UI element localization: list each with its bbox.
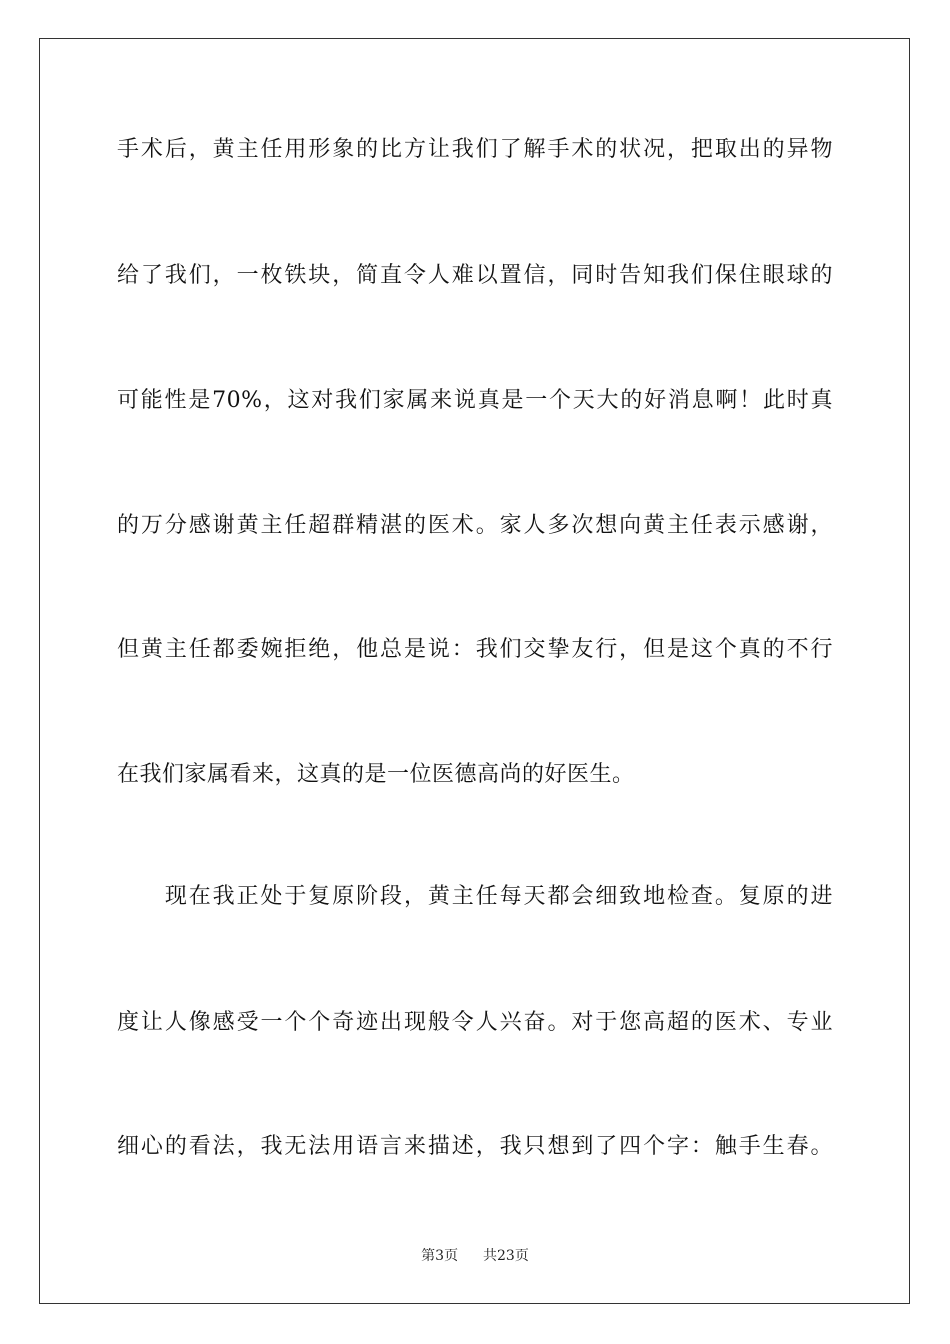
total-pages: 共23页 xyxy=(483,1248,529,1264)
body-text-line: 细心的看法，我无法用语言来描述，我只想到了四个字：触手生春。 xyxy=(117,1134,833,1159)
body-text-line: 度让人像感受一个个奇迹出现般令人兴奋。对于您高超的医术、专业 xyxy=(117,1010,833,1035)
body-text-line: 的万分感谢黄主任超群精湛的医术。家人多次想向黄主任表示感谢， xyxy=(117,513,833,538)
body-text-line: 可能性是70%，这对我们家属来说真是一个天大的好消息啊！此时真 xyxy=(117,388,833,413)
body-text-line: 手术后，黄主任用形象的比方让我们了解手术的状况，把取出的异物 xyxy=(117,137,833,162)
body-text-line: 在我们家属看来，这真的是一位医德高尚的好医生。 xyxy=(117,762,635,787)
body-text-line: 给了我们，一枚铁块，简直令人难以置信，同时告知我们保住眼球的 xyxy=(117,263,833,288)
page-border xyxy=(39,38,910,1304)
page-number: 第3页 xyxy=(421,1248,459,1264)
page-footer xyxy=(0,1246,950,1266)
body-text-line: 现在我正处于复原阶段，黄主任每天都会细致地检查。复原的进 xyxy=(117,884,833,909)
body-text-line: 但黄主任都委婉拒绝，他总是说：我们交挚友行，但是这个真的不行 xyxy=(117,637,833,662)
